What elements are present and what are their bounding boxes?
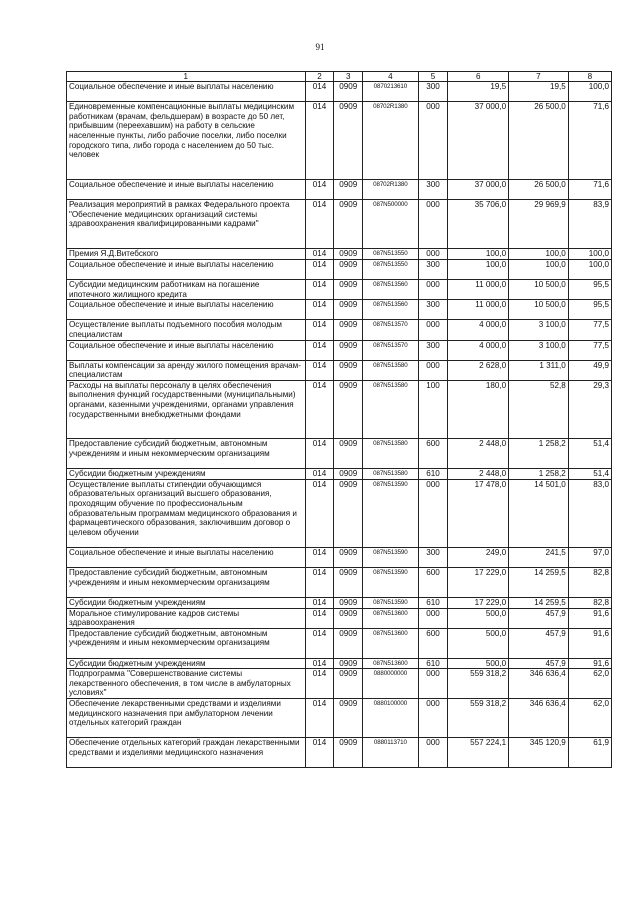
row-target-code-cell: 087N500000 bbox=[363, 200, 419, 249]
row-chapter-cell: 014 bbox=[305, 82, 334, 102]
row-target-code-cell: 0870213610 bbox=[363, 82, 419, 102]
header-cell-2: 2 bbox=[305, 72, 334, 82]
row-section-cell: 0909 bbox=[334, 608, 363, 628]
table-row bbox=[67, 102, 612, 180]
header-cell-4: 4 bbox=[363, 72, 419, 82]
row-target-code-cell: 0880000000 bbox=[363, 669, 419, 699]
table-row bbox=[67, 628, 612, 658]
row-chapter-cell: 014 bbox=[305, 380, 334, 439]
row-percent-cell: 71,6 bbox=[568, 102, 611, 180]
row-section-cell: 0909 bbox=[334, 320, 363, 340]
row-expense-type-cell: 000 bbox=[418, 608, 448, 628]
row-name-cell: Социальное обеспечение и иные выплаты населению bbox=[67, 340, 306, 360]
row-chapter-cell: 014 bbox=[305, 340, 334, 360]
row-chapter-cell: 014 bbox=[305, 598, 334, 609]
row-name-cell: Подпрограмма "Совершенствование системы лекарственного обеспечения, в том числе в амбулаторных условиях" bbox=[67, 669, 306, 699]
row-actual-cell: 457,9 bbox=[509, 608, 569, 628]
row-name-cell: Выплаты компенсации за аренду жилого помещения врачам-специалистам bbox=[67, 360, 306, 380]
table-row bbox=[67, 300, 612, 320]
row-plan-cell: 19,5 bbox=[448, 82, 509, 102]
row-actual-cell: 14 259,5 bbox=[509, 598, 569, 609]
row-percent-cell: 51,4 bbox=[568, 469, 611, 480]
table-header-row bbox=[67, 72, 612, 82]
row-expense-type-cell: 600 bbox=[418, 628, 448, 658]
row-plan-cell: 500,0 bbox=[448, 658, 509, 669]
row-name-cell: Реализация мероприятий в рамках Федерального проекта "Обеспечение медицинских организаций системы здравоохранения квалифицированными кадрами" bbox=[67, 200, 306, 249]
row-section-cell: 0909 bbox=[334, 598, 363, 609]
table-row bbox=[67, 548, 612, 568]
row-target-code-cell: 087N513590 bbox=[363, 548, 419, 568]
table-row bbox=[67, 320, 612, 340]
row-section-cell: 0909 bbox=[334, 738, 363, 768]
row-chapter-cell: 014 bbox=[305, 469, 334, 480]
row-section-cell: 0909 bbox=[334, 380, 363, 439]
table-row bbox=[67, 259, 612, 279]
row-plan-cell: 17 229,0 bbox=[448, 568, 509, 598]
row-plan-cell: 100,0 bbox=[448, 249, 509, 260]
row-expense-type-cell: 610 bbox=[418, 658, 448, 669]
table-row bbox=[67, 200, 612, 249]
row-expense-type-cell: 000 bbox=[418, 738, 448, 768]
table-row bbox=[67, 479, 612, 547]
row-chapter-cell: 014 bbox=[305, 360, 334, 380]
row-percent-cell: 83,9 bbox=[568, 200, 611, 249]
row-plan-cell: 559 318,2 bbox=[448, 669, 509, 699]
row-name-cell: Осуществление выплаты подъемного пособия молодым специалистам bbox=[67, 320, 306, 340]
row-chapter-cell: 014 bbox=[305, 179, 334, 199]
row-expense-type-cell: 300 bbox=[418, 548, 448, 568]
row-plan-cell: 4 000,0 bbox=[448, 340, 509, 360]
row-percent-cell: 62,0 bbox=[568, 699, 611, 738]
row-actual-cell: 3 100,0 bbox=[509, 320, 569, 340]
row-percent-cell: 97,0 bbox=[568, 548, 611, 568]
row-section-cell: 0909 bbox=[334, 568, 363, 598]
row-name-cell: Социальное обеспечение и иные выплаты населению bbox=[67, 548, 306, 568]
table-row bbox=[67, 439, 612, 469]
header-cell-8: 8 bbox=[568, 72, 611, 82]
row-chapter-cell: 014 bbox=[305, 548, 334, 568]
row-expense-type-cell: 000 bbox=[418, 360, 448, 380]
row-expense-type-cell: 300 bbox=[418, 259, 448, 279]
header-cell-5: 5 bbox=[418, 72, 448, 82]
row-chapter-cell: 014 bbox=[305, 200, 334, 249]
row-name-cell: Предоставление субсидий бюджетным, автономным учреждениям и иным некоммерческим организациям bbox=[67, 628, 306, 658]
row-chapter-cell: 014 bbox=[305, 669, 334, 699]
row-percent-cell: 83,0 bbox=[568, 479, 611, 547]
row-expense-type-cell: 100 bbox=[418, 380, 448, 439]
row-plan-cell: 249,0 bbox=[448, 548, 509, 568]
table-row bbox=[67, 598, 612, 609]
row-section-cell: 0909 bbox=[334, 179, 363, 199]
row-target-code-cell: 087N513600 bbox=[363, 628, 419, 658]
row-actual-cell: 100,0 bbox=[509, 249, 569, 260]
row-expense-type-cell: 300 bbox=[418, 179, 448, 199]
row-target-code-cell: 087N513580 bbox=[363, 439, 419, 469]
row-name-cell: Субсидии бюджетным учреждениям bbox=[67, 658, 306, 669]
row-target-code-cell: 087N513590 bbox=[363, 568, 419, 598]
row-name-cell: Единовременные компенсационные выплаты медицинским работникам (врачам, фельдшерам) в возрасте до 50 лет, прибывшим (переехавшим) на работу в сельские населенные пункты, либо рабочие поселки, либо поселки городского типа, либо города с населением до 50 тыс. человек bbox=[67, 102, 306, 180]
row-actual-cell: 1 311,0 bbox=[509, 360, 569, 380]
row-name-cell: Расходы на выплаты персоналу в целях обеспечения выполнения функций государственными (муниципальными) органами, казенными учреждениями, органами управления государственными внебюджетными фондами bbox=[67, 380, 306, 439]
row-chapter-cell: 014 bbox=[305, 300, 334, 320]
row-target-code-cell: 0880100000 bbox=[363, 699, 419, 738]
row-target-code-cell: 08702R1380 bbox=[363, 102, 419, 180]
table-row bbox=[67, 82, 612, 102]
table-row bbox=[67, 279, 612, 299]
row-name-cell: Социальное обеспечение и иные выплаты населению bbox=[67, 82, 306, 102]
row-percent-cell: 82,8 bbox=[568, 598, 611, 609]
row-plan-cell: 17 478,0 bbox=[448, 479, 509, 547]
row-plan-cell: 2 448,0 bbox=[448, 469, 509, 480]
row-percent-cell: 61,9 bbox=[568, 738, 611, 768]
row-actual-cell: 19,5 bbox=[509, 82, 569, 102]
row-section-cell: 0909 bbox=[334, 200, 363, 249]
table-row bbox=[67, 669, 612, 699]
row-target-code-cell: 087N513590 bbox=[363, 479, 419, 547]
row-section-cell: 0909 bbox=[334, 548, 363, 568]
table-row bbox=[67, 249, 612, 260]
row-target-code-cell: 0880113710 bbox=[363, 738, 419, 768]
row-chapter-cell: 014 bbox=[305, 259, 334, 279]
row-chapter-cell: 014 bbox=[305, 628, 334, 658]
row-chapter-cell: 014 bbox=[305, 699, 334, 738]
row-percent-cell: 77,5 bbox=[568, 320, 611, 340]
table-row bbox=[67, 658, 612, 669]
table-row bbox=[67, 380, 612, 439]
row-name-cell: Социальное обеспечение и иные выплаты населению bbox=[67, 179, 306, 199]
row-chapter-cell: 014 bbox=[305, 249, 334, 260]
row-percent-cell: 95,5 bbox=[568, 300, 611, 320]
header-cell-1: 1 bbox=[67, 72, 306, 82]
row-section-cell: 0909 bbox=[334, 300, 363, 320]
row-plan-cell: 37 000,0 bbox=[448, 102, 509, 180]
row-expense-type-cell: 600 bbox=[418, 568, 448, 598]
row-percent-cell: 71,6 bbox=[568, 179, 611, 199]
row-chapter-cell: 014 bbox=[305, 439, 334, 469]
row-target-code-cell: 087N513550 bbox=[363, 249, 419, 260]
row-expense-type-cell: 000 bbox=[418, 249, 448, 260]
row-chapter-cell: 014 bbox=[305, 658, 334, 669]
row-chapter-cell: 014 bbox=[305, 479, 334, 547]
row-name-cell: Субсидии бюджетным учреждениям bbox=[67, 598, 306, 609]
header-cell-3: 3 bbox=[334, 72, 363, 82]
row-chapter-cell: 014 bbox=[305, 102, 334, 180]
row-name-cell: Предоставление субсидий бюджетным, автономным учреждениям и иным некоммерческим организациям bbox=[67, 439, 306, 469]
row-expense-type-cell: 000 bbox=[418, 699, 448, 738]
row-target-code-cell: 087N513600 bbox=[363, 608, 419, 628]
table-body bbox=[67, 82, 612, 768]
row-actual-cell: 10 500,0 bbox=[509, 300, 569, 320]
row-section-cell: 0909 bbox=[334, 249, 363, 260]
table-row bbox=[67, 360, 612, 380]
row-section-cell: 0909 bbox=[334, 259, 363, 279]
row-expense-type-cell: 300 bbox=[418, 300, 448, 320]
row-percent-cell: 51,4 bbox=[568, 439, 611, 469]
row-section-cell: 0909 bbox=[334, 279, 363, 299]
row-percent-cell: 91,6 bbox=[568, 628, 611, 658]
row-name-cell: Обеспечение отдельных категорий граждан лекарственными средствами и изделиями медицинского назначения bbox=[67, 738, 306, 768]
row-target-code-cell: 087N513580 bbox=[363, 360, 419, 380]
row-plan-cell: 500,0 bbox=[448, 628, 509, 658]
row-target-code-cell: 087N513560 bbox=[363, 279, 419, 299]
row-actual-cell: 10 500,0 bbox=[509, 279, 569, 299]
row-actual-cell: 346 636,4 bbox=[509, 699, 569, 738]
row-percent-cell: 95,5 bbox=[568, 279, 611, 299]
row-expense-type-cell: 600 bbox=[418, 439, 448, 469]
row-plan-cell: 559 318,2 bbox=[448, 699, 509, 738]
row-percent-cell: 62,0 bbox=[568, 669, 611, 699]
row-target-code-cell: 087N513550 bbox=[363, 259, 419, 279]
row-plan-cell: 11 000,0 bbox=[448, 300, 509, 320]
row-section-cell: 0909 bbox=[334, 360, 363, 380]
row-target-code-cell: 087N513580 bbox=[363, 469, 419, 480]
row-actual-cell: 1 258,2 bbox=[509, 469, 569, 480]
row-percent-cell: 82,8 bbox=[568, 568, 611, 598]
row-section-cell: 0909 bbox=[334, 628, 363, 658]
row-name-cell: Моральное стимулирование кадров системы здравоохранения bbox=[67, 608, 306, 628]
row-chapter-cell: 014 bbox=[305, 568, 334, 598]
row-target-code-cell: 087N513590 bbox=[363, 598, 419, 609]
row-name-cell: Предоставление субсидий бюджетным, автономным учреждениям и иным некоммерческим организациям bbox=[67, 568, 306, 598]
row-name-cell: Субсидии медицинским работникам на погашение ипотечного жилищного кредита bbox=[67, 279, 306, 299]
row-plan-cell: 35 706,0 bbox=[448, 200, 509, 249]
table-row bbox=[67, 568, 612, 598]
row-name-cell: Субсидии бюджетным учреждениям bbox=[67, 469, 306, 480]
row-section-cell: 0909 bbox=[334, 439, 363, 469]
row-plan-cell: 100,0 bbox=[448, 259, 509, 279]
row-expense-type-cell: 000 bbox=[418, 279, 448, 299]
header-cell-7: 7 bbox=[509, 72, 569, 82]
row-expense-type-cell: 000 bbox=[418, 669, 448, 699]
row-actual-cell: 1 258,2 bbox=[509, 439, 569, 469]
row-expense-type-cell: 000 bbox=[418, 102, 448, 180]
row-actual-cell: 14 501,0 bbox=[509, 479, 569, 547]
row-percent-cell: 91,6 bbox=[568, 608, 611, 628]
row-expense-type-cell: 300 bbox=[418, 340, 448, 360]
row-expense-type-cell: 610 bbox=[418, 469, 448, 480]
row-percent-cell: 91,6 bbox=[568, 658, 611, 669]
row-section-cell: 0909 bbox=[334, 82, 363, 102]
row-name-cell: Социальное обеспечение и иные выплаты населению bbox=[67, 259, 306, 279]
row-expense-type-cell: 610 bbox=[418, 598, 448, 609]
row-actual-cell: 14 259,5 bbox=[509, 568, 569, 598]
row-target-code-cell: 08702R1380 bbox=[363, 179, 419, 199]
row-section-cell: 0909 bbox=[334, 102, 363, 180]
row-plan-cell: 17 229,0 bbox=[448, 598, 509, 609]
row-plan-cell: 557 224,1 bbox=[448, 738, 509, 768]
row-plan-cell: 2 628,0 bbox=[448, 360, 509, 380]
table-row bbox=[67, 179, 612, 199]
row-chapter-cell: 014 bbox=[305, 320, 334, 340]
row-actual-cell: 457,9 bbox=[509, 628, 569, 658]
row-plan-cell: 37 000,0 bbox=[448, 179, 509, 199]
row-name-cell: Осуществление выплаты стипендии обучающимся образовательных организаций высшего образования, проходящим обучение по профессиональным образовательным программам медицинского образования и фармацевтического образования, заключившим договор о целевом обучении bbox=[67, 479, 306, 547]
row-percent-cell: 49,9 bbox=[568, 360, 611, 380]
row-plan-cell: 2 448,0 bbox=[448, 439, 509, 469]
row-target-code-cell: 087N513570 bbox=[363, 340, 419, 360]
row-actual-cell: 241,5 bbox=[509, 548, 569, 568]
row-actual-cell: 29 969,9 bbox=[509, 200, 569, 249]
row-name-cell: Социальное обеспечение и иные выплаты населению bbox=[67, 300, 306, 320]
row-chapter-cell: 014 bbox=[305, 279, 334, 299]
row-percent-cell: 100,0 bbox=[568, 249, 611, 260]
table-row bbox=[67, 738, 612, 768]
header-cell-6: 6 bbox=[448, 72, 509, 82]
row-section-cell: 0909 bbox=[334, 479, 363, 547]
table-row bbox=[67, 608, 612, 628]
row-percent-cell: 29,3 bbox=[568, 380, 611, 439]
row-expense-type-cell: 000 bbox=[418, 320, 448, 340]
row-name-cell: Обеспечение лекарственными средствами и изделиями медицинского назначения при амбулаторном лечении отдельных категорий граждан bbox=[67, 699, 306, 738]
row-percent-cell: 77,5 bbox=[568, 340, 611, 360]
row-actual-cell: 346 636,4 bbox=[509, 669, 569, 699]
row-actual-cell: 26 500,0 bbox=[509, 179, 569, 199]
row-expense-type-cell: 000 bbox=[418, 200, 448, 249]
row-section-cell: 0909 bbox=[334, 469, 363, 480]
row-actual-cell: 100,0 bbox=[509, 259, 569, 279]
row-section-cell: 0909 bbox=[334, 669, 363, 699]
budget-table bbox=[66, 71, 612, 768]
row-expense-type-cell: 300 bbox=[418, 82, 448, 102]
row-actual-cell: 457,9 bbox=[509, 658, 569, 669]
row-target-code-cell: 087N513580 bbox=[363, 380, 419, 439]
row-chapter-cell: 014 bbox=[305, 608, 334, 628]
table-row bbox=[67, 340, 612, 360]
row-percent-cell: 100,0 bbox=[568, 259, 611, 279]
row-chapter-cell: 014 bbox=[305, 738, 334, 768]
row-expense-type-cell: 000 bbox=[418, 479, 448, 547]
row-plan-cell: 500,0 bbox=[448, 608, 509, 628]
row-plan-cell: 180,0 bbox=[448, 380, 509, 439]
table-row bbox=[67, 699, 612, 738]
row-target-code-cell: 087N513560 bbox=[363, 300, 419, 320]
page-number: 91 bbox=[315, 42, 325, 52]
row-target-code-cell: 087N513600 bbox=[363, 658, 419, 669]
row-actual-cell: 26 500,0 bbox=[509, 102, 569, 180]
row-plan-cell: 11 000,0 bbox=[448, 279, 509, 299]
row-plan-cell: 4 000,0 bbox=[448, 320, 509, 340]
table-row bbox=[67, 469, 612, 480]
row-section-cell: 0909 bbox=[334, 340, 363, 360]
row-percent-cell: 100,0 bbox=[568, 82, 611, 102]
row-name-cell: Премия Я.Д.Витебского bbox=[67, 249, 306, 260]
row-target-code-cell: 087N513570 bbox=[363, 320, 419, 340]
row-actual-cell: 52,8 bbox=[509, 380, 569, 439]
row-actual-cell: 3 100,0 bbox=[509, 340, 569, 360]
row-actual-cell: 345 120,9 bbox=[509, 738, 569, 768]
row-section-cell: 0909 bbox=[334, 658, 363, 669]
row-section-cell: 0909 bbox=[334, 699, 363, 738]
